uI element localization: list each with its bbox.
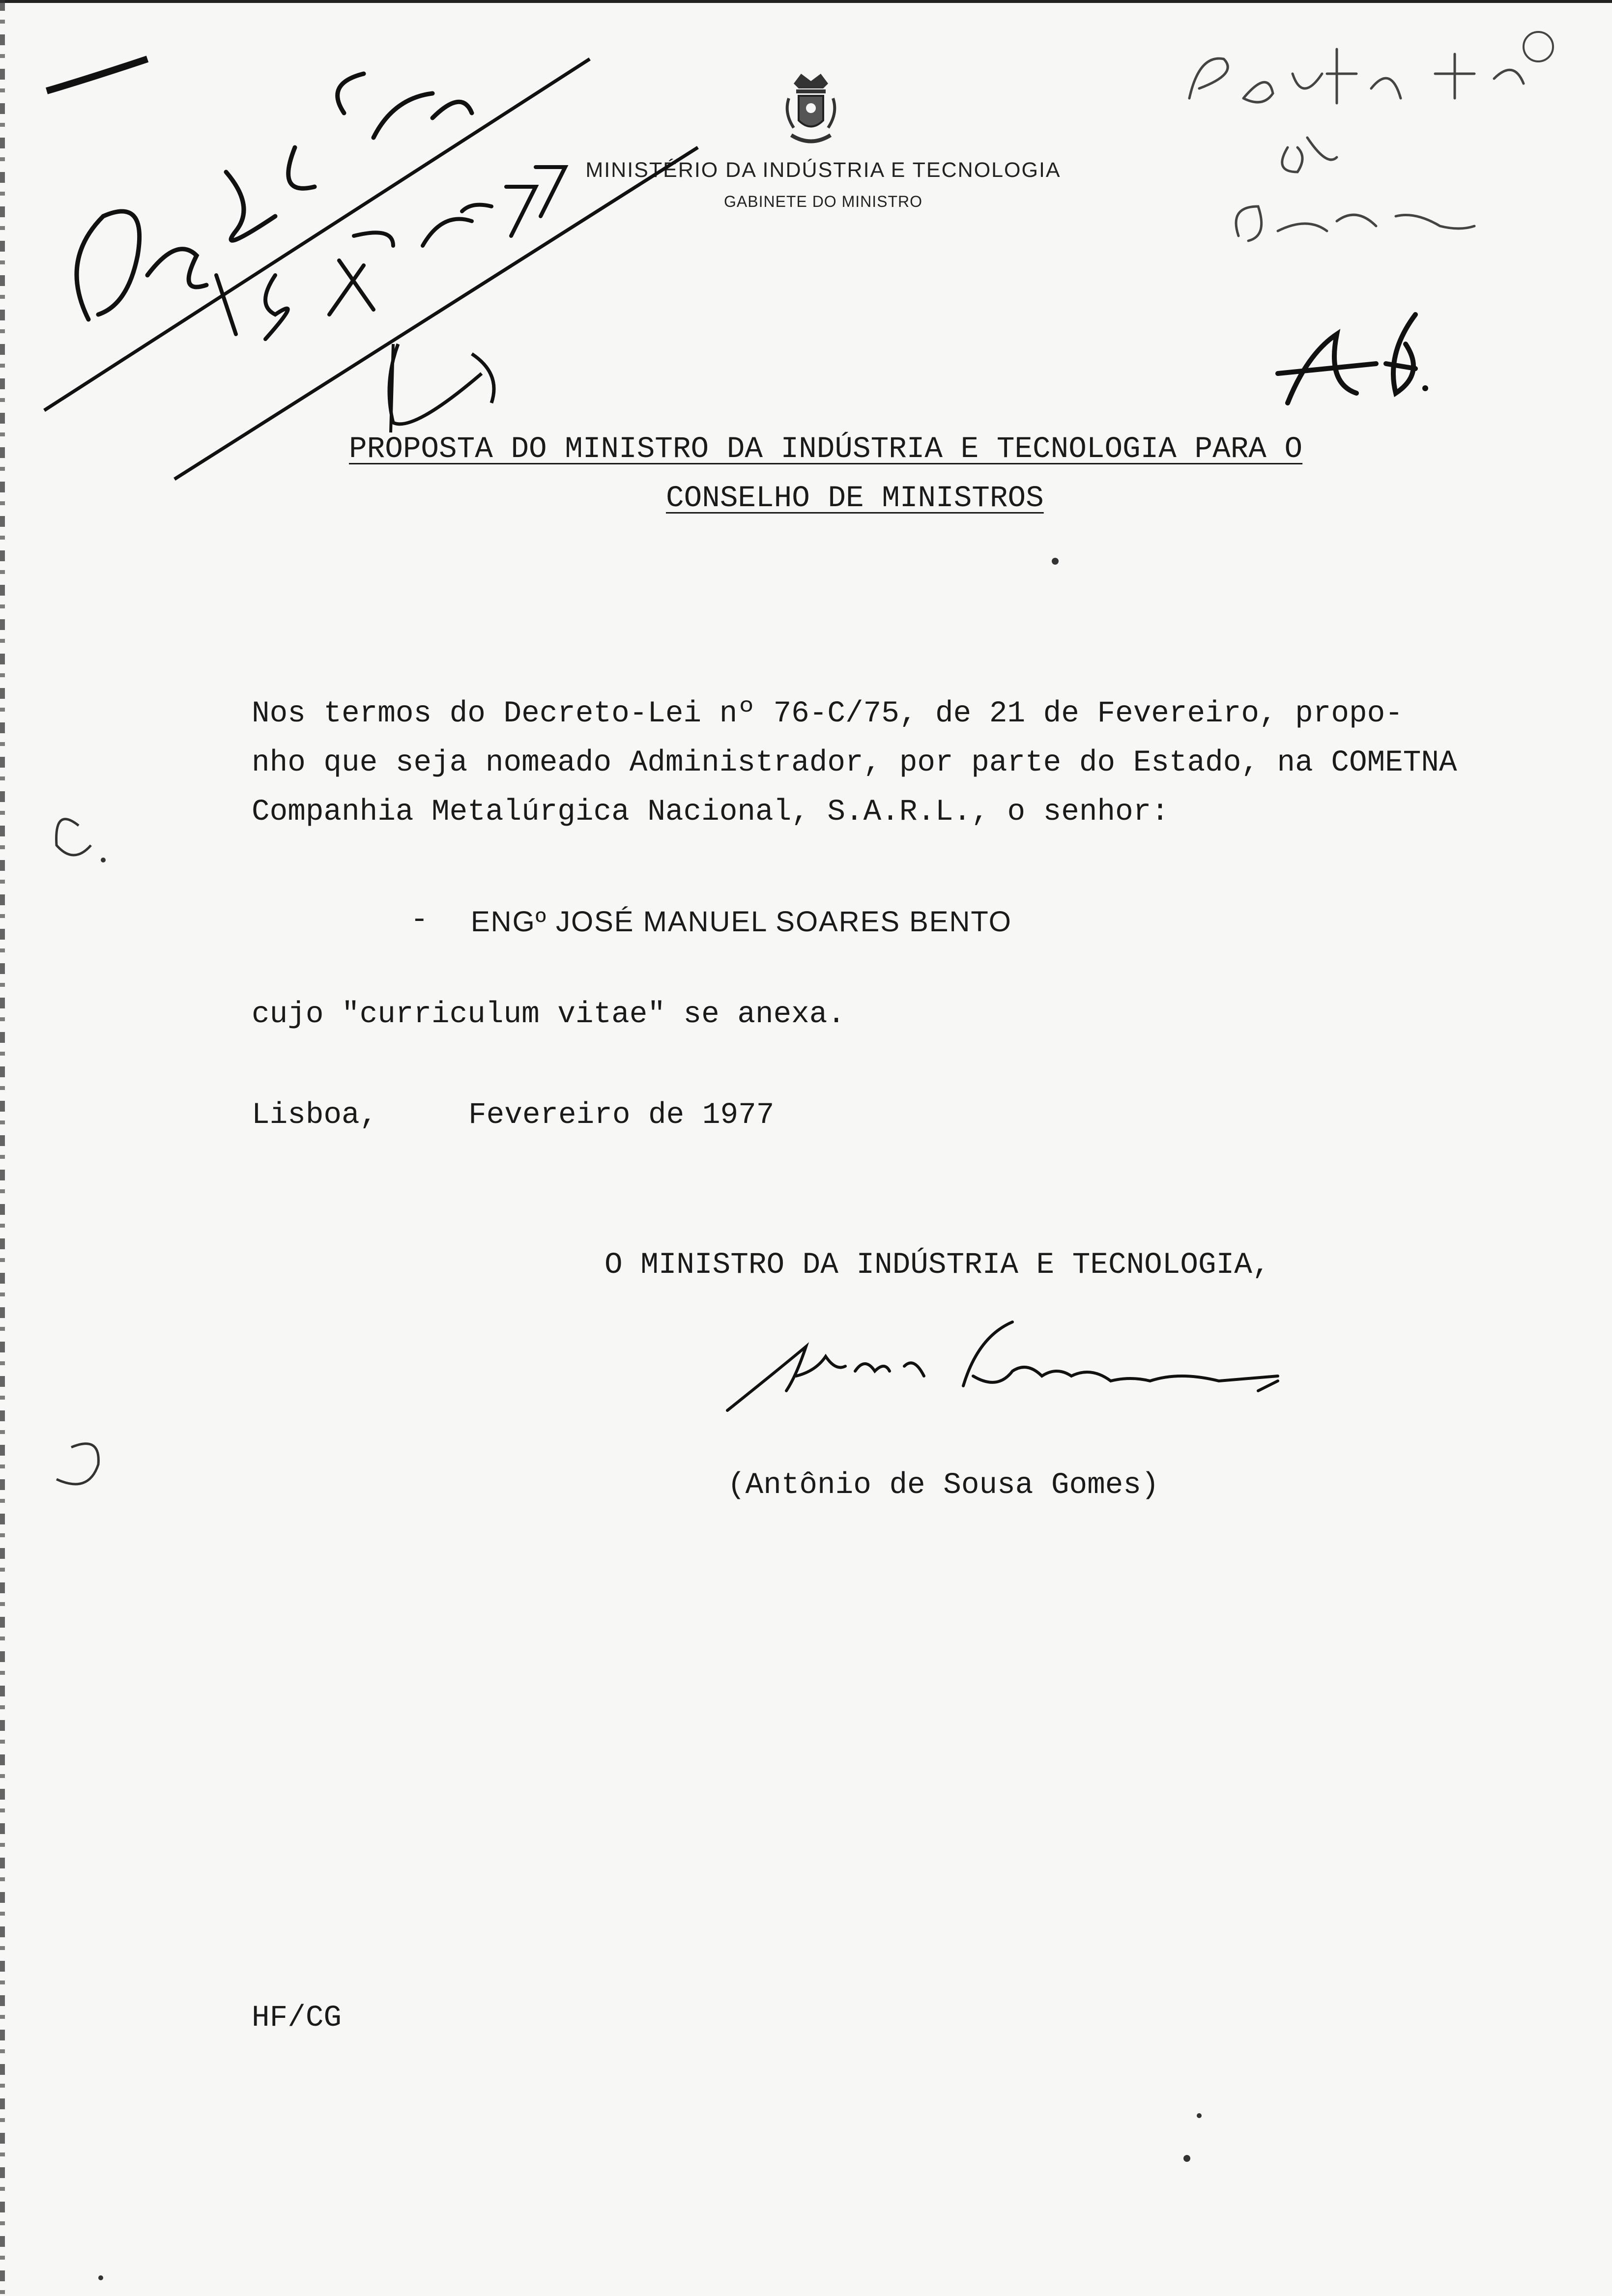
- annotation-c-mark: [389, 344, 494, 424]
- dateline-date: Fevereiro de 1977: [468, 1098, 775, 1132]
- annotation-line-lower: [174, 147, 698, 479]
- body-line-4: cujo "curriculum vitae" se anexa.: [252, 998, 845, 1032]
- annotation-right-handwriting: [1189, 49, 1524, 241]
- body-line-2: nho que seja nomeado Administrador, por parte do Estado, na COMETNA: [252, 746, 1457, 780]
- minister-signature: [727, 1322, 1278, 1410]
- scan-speck: [1197, 2113, 1202, 2118]
- body-line-3: Companhia Metalúrgica Nacional, S.A.R.L., o senhor:: [252, 795, 1169, 829]
- annotation-date-handwriting: [216, 167, 565, 339]
- scan-speck: [98, 2275, 103, 2280]
- dateline-place: Lisboa,: [252, 1098, 378, 1132]
- signatory-name: (Antônio de Sousa Gomes): [727, 1468, 1159, 1502]
- punch-hole-mark: [57, 1444, 98, 1484]
- letterhead-ministry: MINISTÉRIO DA INDÚSTRIA E TECNOLOGIA: [585, 158, 1061, 182]
- nominee-name: ENGº JOSÉ MANUEL SOARES BENTO: [471, 906, 1012, 938]
- punch-hole-mark: [57, 819, 91, 855]
- document-title-line-2: CONSELHO DE MINISTROS: [666, 482, 1044, 516]
- scan-speck: [1183, 2155, 1190, 2162]
- typist-initials: HF/CG: [252, 2001, 342, 2035]
- annotation-line-upper: [44, 59, 590, 410]
- letterhead-cabinet: GABINETE DO MINISTRO: [723, 193, 923, 210]
- scribble-mark: [47, 59, 147, 91]
- body-line-1: Nos termos do Decreto-Lei nº 76-C/75, de 21 de Fevereiro, propo-: [252, 697, 1403, 731]
- page-number-circle: [1524, 32, 1553, 61]
- document-title-line-1: PROPOSTA DO MINISTRO DA INDÚSTRIA E TECNOLOGIA PARA O: [349, 432, 1303, 466]
- scan-speck: [1052, 558, 1059, 565]
- initials-mark: [1278, 315, 1415, 403]
- scan-speck: [101, 858, 106, 862]
- annotation-left-handwriting: [77, 74, 472, 319]
- signatory-title: O MINISTRO DA INDÚSTRIA E TECNOLOGIA,: [604, 1248, 1270, 1282]
- nominee-dash: -: [410, 903, 429, 937]
